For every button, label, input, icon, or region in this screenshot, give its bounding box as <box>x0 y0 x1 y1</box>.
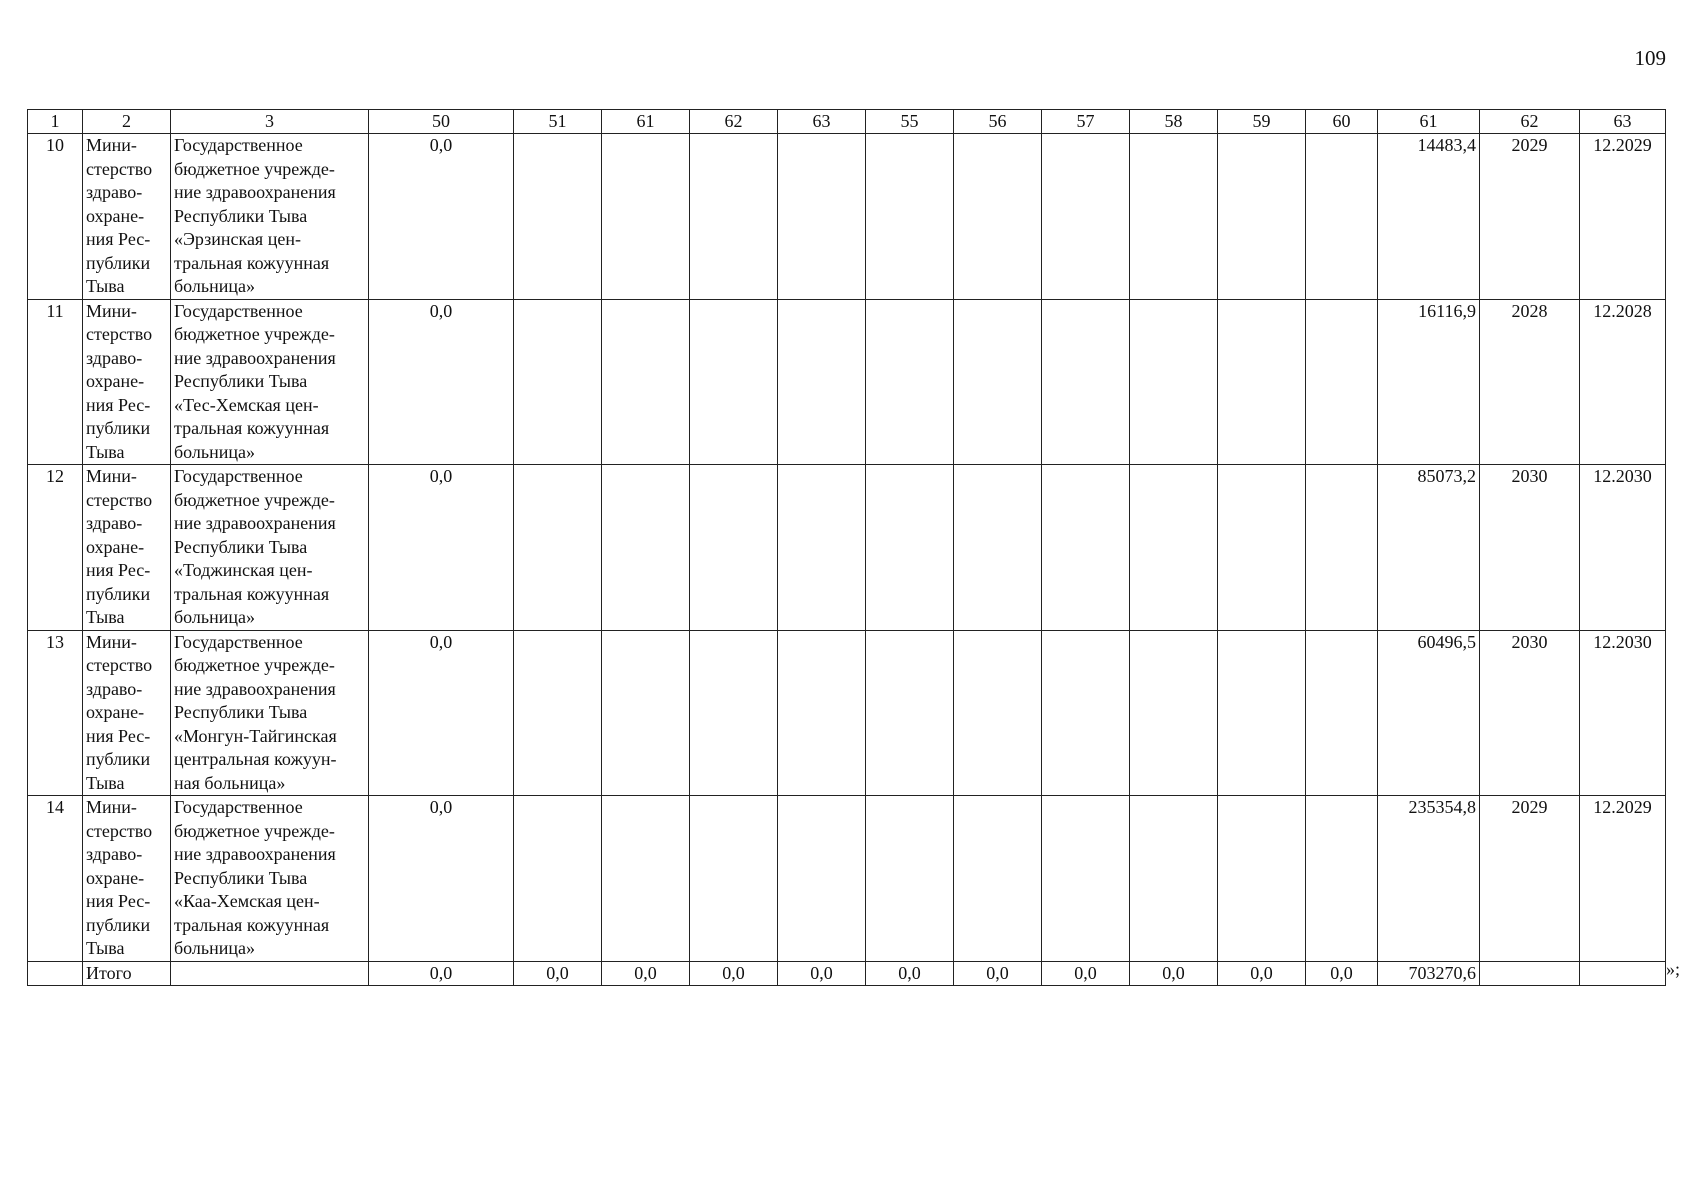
empty-cell <box>954 796 1042 962</box>
empty-cell <box>1042 465 1130 631</box>
empty-cell <box>1218 134 1306 300</box>
table-row <box>28 134 1666 300</box>
empty-cell <box>1042 630 1130 796</box>
header-cell: 55 <box>866 110 954 134</box>
value-cell-50: 0,0 <box>369 630 514 796</box>
data-table <box>27 109 1666 986</box>
empty-cell <box>690 630 778 796</box>
row-number: 14 <box>28 796 83 962</box>
empty-cell <box>171 961 369 985</box>
empty-cell <box>1042 134 1130 300</box>
empty-cell <box>866 465 954 631</box>
header-cell: 61 <box>602 110 690 134</box>
year-cell: 2030 <box>1480 630 1580 796</box>
header-cell: 57 <box>1042 110 1130 134</box>
header-row <box>28 110 1666 134</box>
date-cell: 12.2029 <box>1580 134 1666 300</box>
institution-cell: Государственное бюджетное учрежде- ние здравоохранения Республики Тыва «Тоджинская цен- тральная кожуунная больница» <box>171 465 369 631</box>
empty-cell <box>1306 630 1378 796</box>
empty-cell <box>1130 630 1218 796</box>
value-cell-50: 0,0 <box>369 465 514 631</box>
total-value-cell: 0,0 <box>866 961 954 985</box>
empty-cell <box>1580 961 1666 985</box>
amount-cell: 235354,8 <box>1378 796 1480 962</box>
empty-cell <box>1042 299 1130 465</box>
empty-cell <box>690 465 778 631</box>
empty-cell <box>1218 465 1306 631</box>
empty-cell <box>514 465 602 631</box>
empty-cell <box>1306 465 1378 631</box>
amount-cell: 16116,9 <box>1378 299 1480 465</box>
empty-cell <box>778 630 866 796</box>
value-cell-50: 0,0 <box>369 796 514 962</box>
total-value-cell: 0,0 <box>1042 961 1130 985</box>
total-value-cell: 0,0 <box>690 961 778 985</box>
row-number: 10 <box>28 134 83 300</box>
date-cell: 12.2030 <box>1580 630 1666 796</box>
date-cell: 12.2029 <box>1580 796 1666 962</box>
table-row <box>28 796 1666 962</box>
empty-cell <box>1480 961 1580 985</box>
empty-cell <box>1218 796 1306 962</box>
header-cell: 51 <box>514 110 602 134</box>
year-cell: 2029 <box>1480 134 1580 300</box>
closing-quote-mark: »; <box>1666 959 1681 979</box>
header-cell: 62 <box>690 110 778 134</box>
amount-cell: 60496,5 <box>1378 630 1480 796</box>
institution-cell: Государственное бюджетное учрежде- ние здравоохранения Республики Тыва «Монгун-Тайгинская центральная кожуун- ная больница» <box>171 630 369 796</box>
empty-cell <box>866 630 954 796</box>
header-cell: 50 <box>369 110 514 134</box>
header-cell: 56 <box>954 110 1042 134</box>
empty-cell <box>690 796 778 962</box>
empty-cell <box>866 796 954 962</box>
page-number: 109 <box>1634 46 1666 70</box>
empty-cell <box>514 299 602 465</box>
year-cell: 2028 <box>1480 299 1580 465</box>
empty-cell <box>954 630 1042 796</box>
value-cell-50: 0,0 <box>369 299 514 465</box>
empty-cell <box>1130 134 1218 300</box>
amount-cell: 14483,4 <box>1378 134 1480 300</box>
header-cell: 63 <box>1580 110 1666 134</box>
empty-cell <box>778 134 866 300</box>
organization-cell: Мини- стерство здраво- охране- ния Рес- публики Тыва <box>83 134 171 300</box>
year-cell: 2030 <box>1480 465 1580 631</box>
empty-cell <box>1306 796 1378 962</box>
date-cell: 12.2030 <box>1580 465 1666 631</box>
empty-cell <box>690 299 778 465</box>
empty-cell <box>1130 465 1218 631</box>
organization-cell: Мини- стерство здраво- охране- ния Рес- публики Тыва <box>83 796 171 962</box>
empty-cell <box>778 465 866 631</box>
header-cell: 59 <box>1218 110 1306 134</box>
organization-cell: Мини- стерство здраво- охране- ния Рес- публики Тыва <box>83 630 171 796</box>
total-value-cell: 0,0 <box>778 961 866 985</box>
organization-cell: Мини- стерство здраво- охране- ния Рес- публики Тыва <box>83 465 171 631</box>
empty-cell <box>1218 630 1306 796</box>
empty-cell <box>602 796 690 962</box>
total-label: Итого <box>83 961 171 985</box>
empty-cell <box>1042 796 1130 962</box>
table-row <box>28 299 1666 465</box>
empty-cell <box>954 299 1042 465</box>
empty-cell <box>1306 299 1378 465</box>
year-cell: 2029 <box>1480 796 1580 962</box>
empty-cell <box>28 961 83 985</box>
total-value-cell: 0,0 <box>602 961 690 985</box>
empty-cell <box>514 796 602 962</box>
row-number: 12 <box>28 465 83 631</box>
empty-cell <box>602 630 690 796</box>
total-value-cell: 0,0 <box>1130 961 1218 985</box>
empty-cell <box>866 134 954 300</box>
institution-cell: Государственное бюджетное учрежде- ние здравоохранения Республики Тыва «Тес-Хемская цен- тральная кожуунная больница» <box>171 299 369 465</box>
total-amount-cell: 703270,6 <box>1378 961 1480 985</box>
header-cell: 58 <box>1130 110 1218 134</box>
total-value-cell: 0,0 <box>1218 961 1306 985</box>
header-cell: 63 <box>778 110 866 134</box>
header-cell: 3 <box>171 110 369 134</box>
row-number: 13 <box>28 630 83 796</box>
empty-cell <box>866 299 954 465</box>
total-value-cell: 0,0 <box>369 961 514 985</box>
empty-cell <box>514 630 602 796</box>
total-value-cell: 0,0 <box>954 961 1042 985</box>
empty-cell <box>602 299 690 465</box>
date-cell: 12.2028 <box>1580 299 1666 465</box>
table-row <box>28 630 1666 796</box>
header-cell: 62 <box>1480 110 1580 134</box>
empty-cell <box>690 134 778 300</box>
header-cell: 61 <box>1378 110 1480 134</box>
empty-cell <box>778 299 866 465</box>
value-cell-50: 0,0 <box>369 134 514 300</box>
amount-cell: 85073,2 <box>1378 465 1480 631</box>
header-cell: 2 <box>83 110 171 134</box>
empty-cell <box>1306 134 1378 300</box>
empty-cell <box>602 465 690 631</box>
institution-cell: Государственное бюджетное учрежде- ние здравоохранения Республики Тыва «Каа-Хемская цен- тральная кожуунная больница» <box>171 796 369 962</box>
empty-cell <box>1130 299 1218 465</box>
empty-cell <box>1218 299 1306 465</box>
total-row <box>28 961 1666 985</box>
institution-cell: Государственное бюджетное учрежде- ние здравоохранения Республики Тыва «Эрзинская цен- тральная кожуунная больница» <box>171 134 369 300</box>
header-cell: 1 <box>28 110 83 134</box>
empty-cell <box>954 465 1042 631</box>
organization-cell: Мини- стерство здраво- охране- ния Рес- публики Тыва <box>83 299 171 465</box>
empty-cell <box>778 796 866 962</box>
empty-cell <box>514 134 602 300</box>
table-row <box>28 465 1666 631</box>
total-value-cell: 0,0 <box>514 961 602 985</box>
header-cell: 60 <box>1306 110 1378 134</box>
empty-cell <box>954 134 1042 300</box>
empty-cell <box>1130 796 1218 962</box>
row-number: 11 <box>28 299 83 465</box>
empty-cell <box>602 134 690 300</box>
total-value-cell: 0,0 <box>1306 961 1378 985</box>
